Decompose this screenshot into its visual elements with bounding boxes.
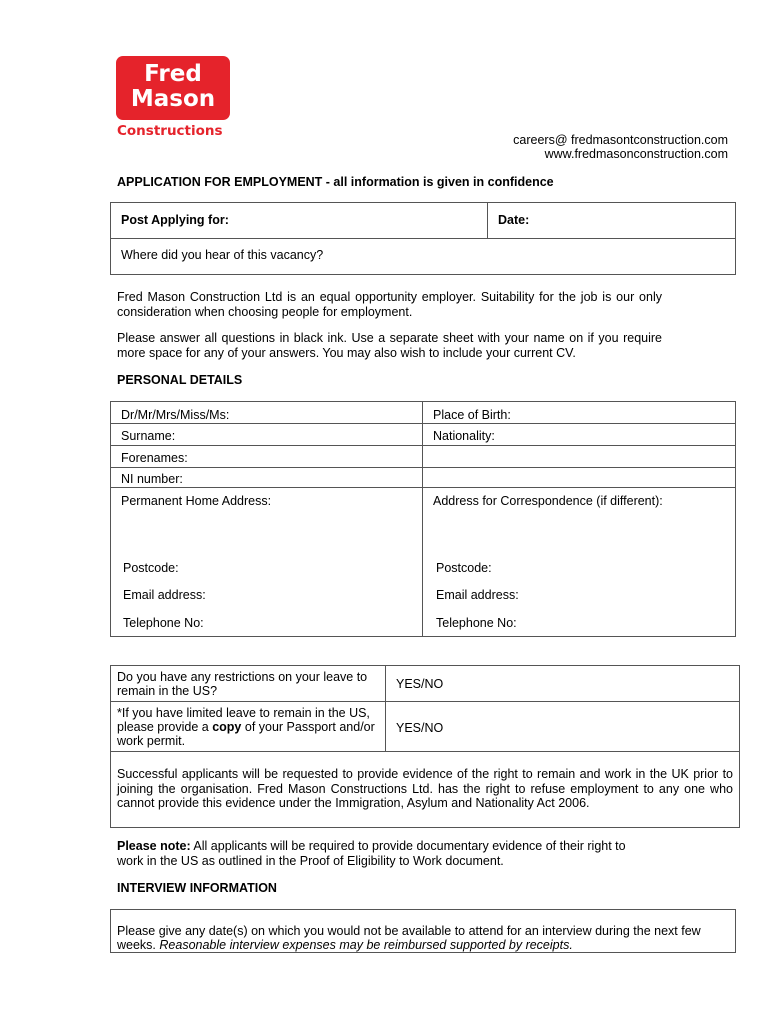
nationality-label: Nationality:	[433, 429, 495, 443]
personal-details-heading: PERSONAL DETAILS	[117, 373, 243, 387]
limited-leave-text-post: of your Passport and/or work permit.	[117, 720, 375, 748]
please-note	[117, 839, 652, 869]
surname-label: Surname:	[121, 429, 176, 443]
limited-leave-yes-no: YES/NO	[396, 721, 444, 735]
leave-restriction-answer[interactable]	[386, 666, 740, 702]
evidence-notice-text: Successful applicants will be requested to provide evidence of the right to remain and work in the UK prior to joining the organisation. Fred Mason Constructions Ltd. has the right to refuse employment to any one who cannot provide this evidence under the Immigration, Asylum and Nationality Act 2006.	[117, 767, 733, 810]
correspondence-email-label: Email address:	[436, 588, 519, 602]
post-applying-label: Post Applying for:	[121, 213, 229, 227]
logo-line-mason: Mason	[130, 86, 216, 112]
forenames-field[interactable]	[111, 446, 423, 468]
date-label: Date:	[498, 213, 530, 227]
contact-email: careers@ fredmasontconstruction.com	[513, 133, 728, 147]
post-table	[110, 202, 736, 275]
interview-availability-field[interactable]	[111, 910, 736, 953]
post-applying-field[interactable]	[111, 203, 488, 239]
place-of-birth-label: Place of Birth:	[433, 408, 511, 422]
equal-opportunity-text: Fred Mason Construction Ltd is an equal opportunity employer. Suitability for the job is our only consideration when choosing people for employment.	[117, 290, 662, 319]
home-address-field[interactable]	[111, 488, 423, 637]
personal-details-table	[110, 401, 736, 637]
please-note-label: Please note:	[117, 839, 191, 853]
limited-leave-question	[111, 702, 386, 752]
evidence-notice	[111, 752, 740, 828]
instructions-text: Please answer all questions in black ink. Use a separate sheet with your name on if you require more space for any of your answers. You may also wish to include your current CV.	[117, 331, 662, 360]
leave-restriction-question	[111, 666, 386, 702]
correspondence-address-field[interactable]	[423, 488, 736, 637]
vacancy-source-label: Where did you hear of this vacancy?	[121, 248, 324, 262]
title-label: Dr/Mr/Mrs/Miss/Ms:	[121, 408, 230, 422]
interview-information-heading: INTERVIEW INFORMATION	[117, 881, 277, 895]
forenames-label: Forenames:	[121, 451, 188, 465]
form-title: APPLICATION FOR EMPLOYMENT - all information is given in confidence	[117, 175, 554, 189]
vacancy-source-field[interactable]	[111, 239, 736, 275]
home-telephone-label: Telephone No:	[123, 616, 204, 630]
correspondence-postcode-label: Postcode:	[436, 561, 492, 575]
interview-availability-text: Please give any date(s) on which you would not be available to attend for an interview during the next few weeks.	[117, 924, 701, 952]
please-note-text: All applicants will be required to provide documentary evidence of their right to work in the US as outlined in the Proof of Eligibility to Work document.	[117, 839, 626, 868]
right-to-work-table	[110, 665, 740, 828]
date-field[interactable]	[488, 203, 736, 239]
leave-restriction-yes-no: YES/NO	[396, 677, 444, 691]
contact-website: www.fredmasonconstruction.com	[544, 147, 728, 161]
home-email-label: Email address:	[123, 588, 206, 602]
interview-expenses-text: Reasonable interview expenses may be reimbursed supported by receipts.	[159, 938, 573, 952]
ni-number-label: NI number:	[121, 472, 183, 486]
limited-leave-text-pre: *If you have limited leave to remain in the US, please provide a	[117, 706, 370, 734]
title-field[interactable]	[111, 402, 423, 424]
empty-cell	[423, 446, 736, 468]
limited-leave-text-bold: copy	[212, 720, 242, 734]
company-logo	[116, 56, 230, 120]
logo-line-fred: Fred	[144, 61, 202, 87]
logo-subtitle: Constructions	[117, 123, 223, 139]
home-postcode-label: Postcode:	[123, 561, 179, 575]
empty-cell	[423, 468, 736, 488]
place-of-birth-field[interactable]	[423, 402, 736, 424]
surname-field[interactable]	[111, 424, 423, 446]
leave-restriction-text: Do you have any restrictions on your leave to remain in the US?	[117, 670, 368, 698]
correspondence-telephone-label: Telephone No:	[436, 616, 517, 630]
home-address-label: Permanent Home Address:	[121, 494, 272, 508]
limited-leave-answer[interactable]	[386, 702, 740, 752]
ni-number-field[interactable]	[111, 468, 423, 488]
nationality-field[interactable]	[423, 424, 736, 446]
correspondence-address-label: Address for Correspondence (if different):	[433, 494, 663, 508]
interview-table	[110, 909, 736, 953]
